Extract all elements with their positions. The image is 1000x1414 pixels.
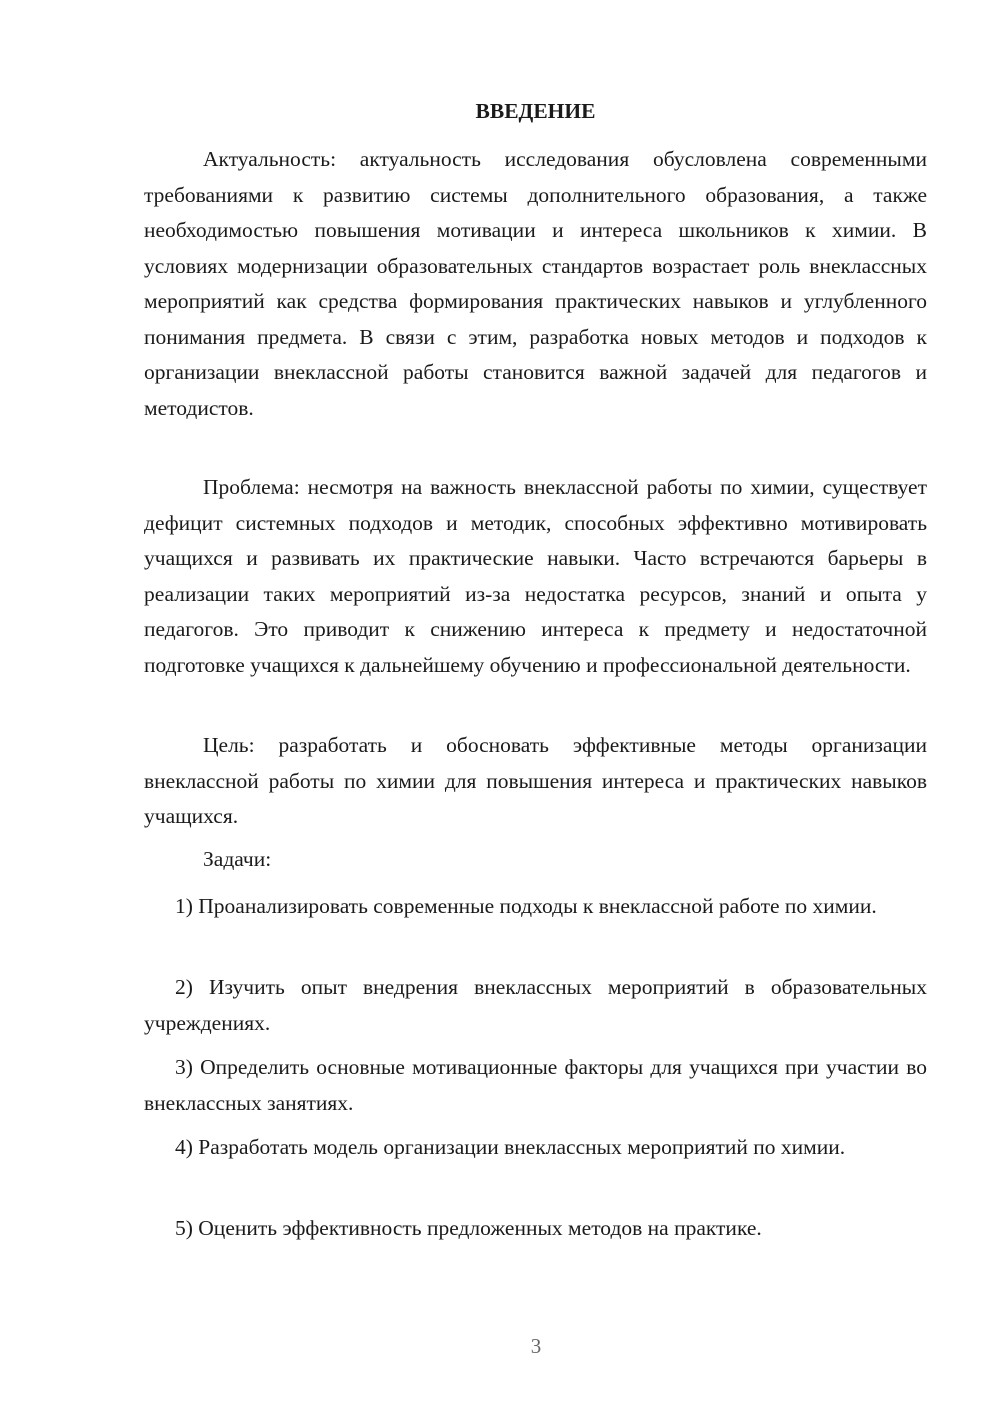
goal-paragraph: Цель: разработать и обосновать эффективные методы организации внеклассной работы по химии для повышения интереса и практических навыков учащихся.: [144, 733, 927, 828]
task-item-2: 2) Изучить опыт внедрения внеклассных мероприятий в образовательных учреждениях.: [144, 975, 927, 1035]
task-item-4: 4) Разработать модель организации внеклассных мероприятий по химии.: [175, 1135, 846, 1159]
page-number: 3: [530, 1334, 542, 1358]
task-item-3: 3) Определить основные мотивационные факторы для учащихся при участии во внеклассных занятиях.: [144, 1055, 927, 1115]
section-heading: ВВЕДЕНИЕ: [475, 99, 596, 123]
tasks-heading: Задачи:: [203, 847, 272, 871]
problem-paragraph: Проблема: несмотря на важность внеклассной работы по химии, существует дефицит системных подходов и методик, способных эффективно мотивировать учащихся и развивать их практические навыки. Часто встречаются барьеры в реализации таких мероприятий из-за недостатка ресурсов, знаний и опыта у педагогов. Это приводит к снижению интереса к предмету и недостаточной подготовке учащихся к дальнейшему обучению и профессиональной деятельности.: [144, 475, 927, 677]
relevance-paragraph: Актуальность: актуальность исследования обусловлена современными требованиями к развитию системы дополнительного образования, а также необходимостью повышения мотивации и интереса школьников к химии. В условиях модернизации образовательных стандартов возрастает роль внеклассных мероприятий как средства формирования практических навыков и углубленного понимания предмета. В связи с этим, разработка новых методов и подходов к организации внеклассной работы становится важной задачей для педагогов и методистов.: [144, 147, 927, 420]
task-item-5: 5) Оценить эффективность предложенных методов на практике.: [175, 1216, 762, 1240]
task-item-1: 1) Проанализировать современные подходы к внеклассной работе по химии.: [175, 894, 877, 918]
